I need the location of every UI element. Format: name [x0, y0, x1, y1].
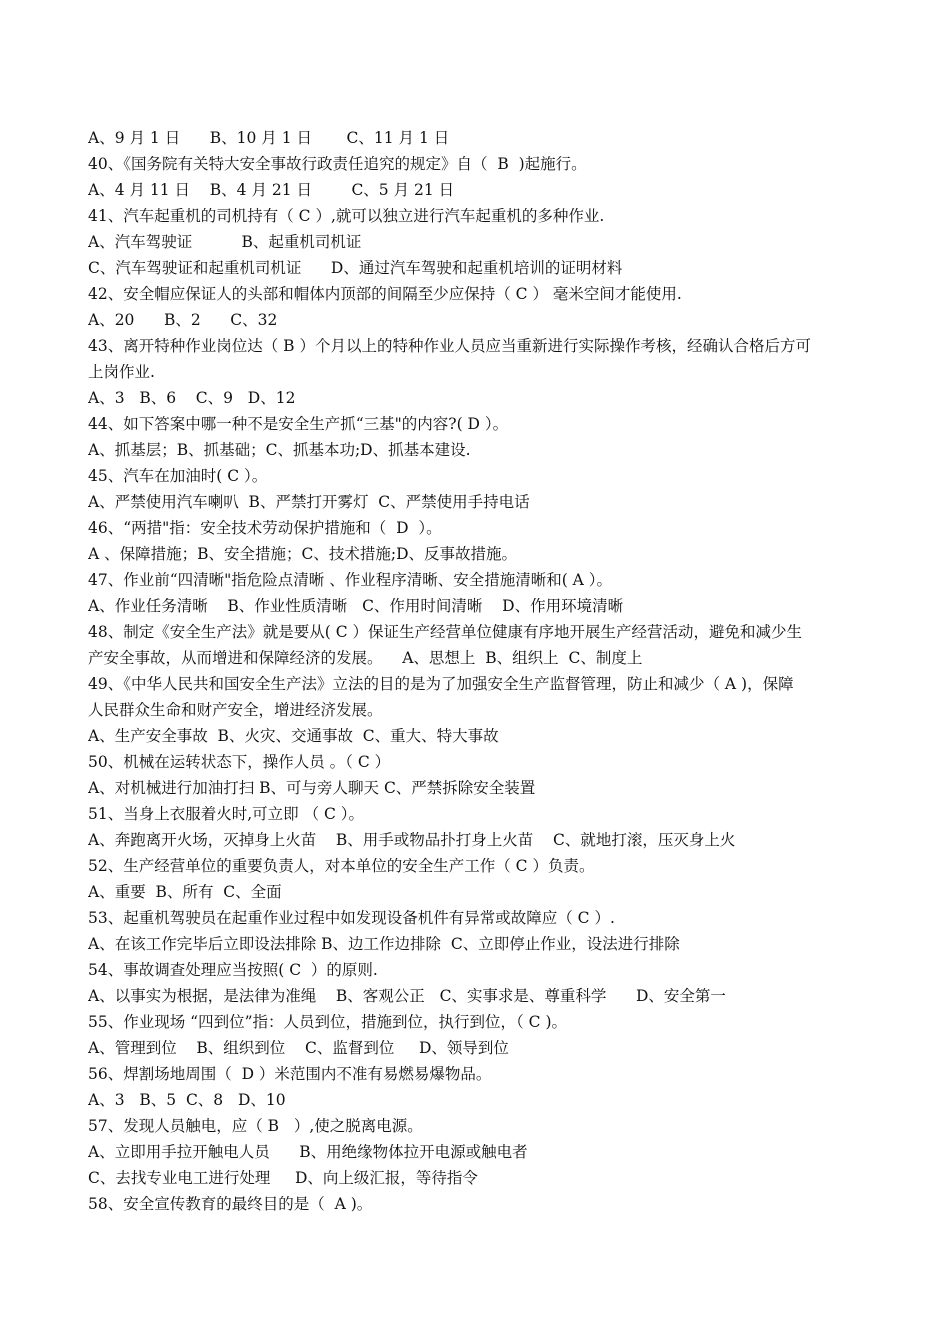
text-line: A、9 月 1 日 B、10 月 1 日 C、11 月 1 日 — [88, 129, 450, 147]
text-line: 人民群众生命和财产安全，增进经济发展。 — [88, 701, 383, 719]
text-line: 52、生产经营单位的重要负责人，对本单位的安全生产工作（ C ）负责。 — [88, 857, 595, 875]
text-line: 45、汽车在加油时( C ）。 — [88, 467, 268, 485]
question-list — [88, 125, 868, 1217]
text-line: A、抓基层；B、抓基础；C、抓基本功;D、抓基本建设. — [88, 441, 471, 459]
text-line: 51、当身上衣服着火时,可立即 （ C ）。 — [88, 805, 365, 823]
text-line: A、以事实为根据，是法律为准绳 B、客观公正 C、实事求是、尊重科学 D、安全第一 — [88, 987, 726, 1005]
text-line: 41、汽车起重机的司机持有（ C ）,就可以独立进行汽车起重机的多种作业. — [88, 207, 605, 225]
text-line: 53、起重机驾驶员在起重作业过程中如发现设备机件有异常或故障应（ C ）. — [88, 909, 615, 927]
text-line: 上岗作业. — [88, 363, 155, 381]
text-line: A、在该工作完毕后立即设法排除 B、边工作边排除 C、立即停止作业，设法进行排除 — [88, 935, 680, 953]
text-line: 产安全事故，从而增进和保障经济的发展。 A、思想上 B、组织上 C、制度上 — [88, 649, 643, 667]
text-line: 48、制定《安全生产法》就是要从( C ）保证生产经营单位健康有序地开展生产经营活动，避免和减少生 — [88, 623, 802, 641]
text-line: 46、“两措"指：安全技术劳动保护措施和（ D ）。 — [88, 519, 442, 537]
text-line: A 、保障措施；B、安全措施；C、技术措施;D、反事故措施。 — [88, 545, 518, 563]
text-line: 58、安全宣传教育的最终目的是（ A )。 — [88, 1195, 373, 1213]
text-line: A、对机械进行加油打扫 B、可与旁人聊天 C、严禁拆除安全装置 — [88, 779, 536, 797]
text-line: A、严禁使用汽车喇叭 B、严禁打开雾灯 C、严禁使用手持电话 — [88, 493, 530, 511]
text-line: 42、安全帽应保证人的头部和帽体内顶部的间隔至少应保持（ C ） 毫米空间才能使用. — [88, 285, 682, 303]
text-line: 57、发现人员触电，应（ B ）,使之脱离电源。 — [88, 1117, 423, 1135]
text-line: 56、焊割场地周围（ D ）米范围内不准有易燃易爆物品。 — [88, 1065, 492, 1083]
text-line: A、3 B、5 C、8 D、10 — [88, 1091, 286, 1109]
text-line: 49、《中华人民共和国安全生产法》立法的目的是为了加强安全生产监督管理，防止和减少（ A )，保障 — [88, 675, 794, 693]
text-line: 44、如下答案中哪一种不是安全生产抓“三基"的内容?( D ）。 — [88, 415, 509, 433]
text-line: 50、机械在运转状态下，操作人员 。（ C ） — [88, 753, 391, 771]
text-line: A、重要 B、所有 C、全面 — [88, 883, 282, 901]
text-line: A、立即用手拉开触电人员 B、用绝缘物体拉开电源或触电者 — [88, 1143, 528, 1161]
text-line: 43、离开特种作业岗位达（ B ）个月以上的特种作业人员应当重新进行实际操作考核，经确认合格后方可 — [88, 337, 811, 355]
text-line: A、20 B、2 C、32 — [88, 311, 278, 329]
text-line: 54、事故调查处理应当按照( C ）的原则. — [88, 961, 378, 979]
text-line: A、4 月 11 日 B、4 月 21 日 C、5 月 21 日 — [88, 181, 455, 199]
text-line: A、生产安全事故 B、火灾、交通事故 C、重大、特大事故 — [88, 727, 499, 745]
text-line: C、汽车驾驶证和起重机司机证 D、通过汽车驾驶和起重机培训的证明材料 — [88, 259, 623, 277]
text-line: 47、作业前“四清晰"指危险点清晰 、作业程序清晰、安全措施清晰和( A ）。 — [88, 571, 613, 589]
text-line: A、奔跑离开火场，灭掉身上火苗 B、用手或物品扑打身上火苗 C、就地打滚，压灭身上火 — [88, 831, 736, 849]
text-line: 55、作业现场 “四到位”指：人员到位，措施到位，执行到位，（ C )。 — [88, 1013, 568, 1031]
text-line: A、作业任务清晰 B、作业性质清晰 C、作用时间清晰 D、作用环境清晰 — [88, 597, 624, 615]
text-line: A、3 B、6 C、9 D、12 — [88, 389, 296, 407]
text-line: A、管理到位 B、组织到位 C、监督到位 D、领导到位 — [88, 1039, 509, 1057]
text-line: 40、《国务院有关特大安全事故行政责任追究的规定》自（ B )起施行。 — [88, 155, 587, 173]
text-line: C、去找专业电工进行处理 D、向上级汇报，等待指令 — [88, 1169, 478, 1187]
text-line: A、汽车驾驶证 B、起重机司机证 — [88, 233, 362, 251]
